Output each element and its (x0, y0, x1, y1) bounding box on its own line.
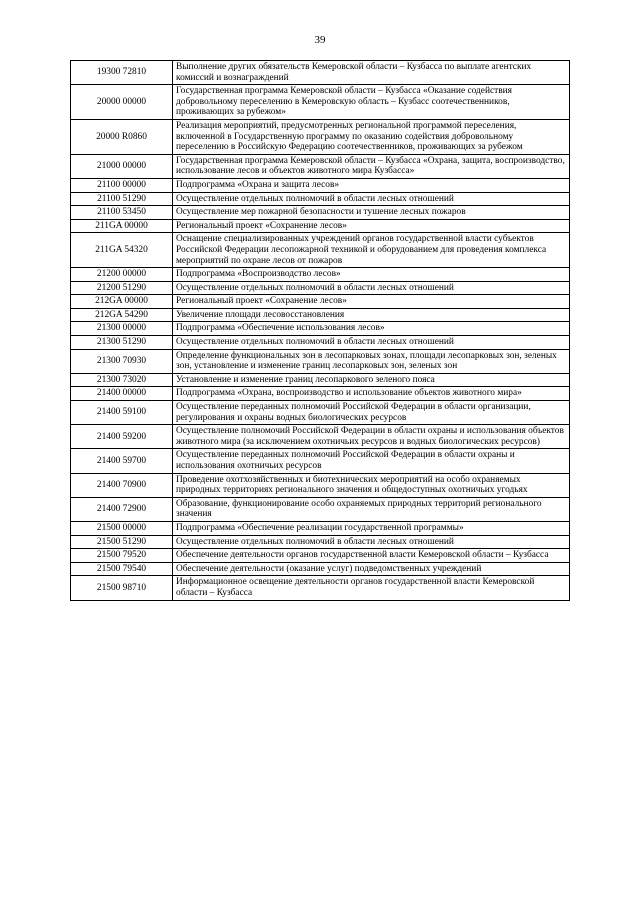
row-name: Подпрограмма «Воспроизводство лесов» (173, 268, 570, 282)
table-row (71, 387, 570, 401)
row-name: Региональный проект «Сохранение лесов» (173, 295, 570, 309)
table-row (71, 119, 570, 154)
page-number: 39 (314, 34, 326, 46)
row-name: Образование, функционирование особо охраняемых природных территорий регионального значения (173, 497, 570, 521)
table-row (71, 562, 570, 576)
row-code: 21200 51290 (71, 281, 173, 295)
row-code: 211GA 00000 (71, 219, 173, 233)
row-name: Осуществление отдельных полномочий в области лесных отношений (173, 281, 570, 295)
table-row (71, 576, 570, 600)
row-name: Обеспечение деятельности органов государственной власти Кемеровской области – Кузбасса (173, 549, 570, 563)
row-code: 19300 72810 (71, 61, 173, 85)
table-row (71, 473, 570, 497)
row-name: Подпрограмма «Охрана, воспроизводство и использование объектов животного мира» (173, 387, 570, 401)
row-name: Региональный проект «Сохранение лесов» (173, 219, 570, 233)
row-name: Подпрограмма «Обеспечение использования лесов» (173, 322, 570, 336)
table-row (71, 425, 570, 449)
row-code: 212GA 54290 (71, 308, 173, 322)
table-row (71, 549, 570, 563)
row-code: 21300 51290 (71, 336, 173, 350)
table-row (71, 192, 570, 206)
table-row (71, 349, 570, 373)
row-code: 21500 79540 (71, 562, 173, 576)
table-row (71, 322, 570, 336)
row-name: Подпрограмма «Охрана и защита лесов» (173, 178, 570, 192)
row-name: Выполнение других обязательств Кемеровской области – Кузбасса по выплате агентских комиссий и вознаграждений (173, 61, 570, 85)
row-code: 21500 79520 (71, 549, 173, 563)
row-name: Установление и изменение границ лесопаркового зеленого пояса (173, 373, 570, 387)
row-name: Осуществление мер пожарной безопасности и тушение лесных пожаров (173, 206, 570, 220)
row-name: Осуществление отдельных полномочий в области лесных отношений (173, 192, 570, 206)
row-code: 21300 00000 (71, 322, 173, 336)
row-code: 21300 70930 (71, 349, 173, 373)
table-row (71, 336, 570, 350)
row-name: Определение функциональных зон в лесопарковых зонах, площади лесопарковых зон, зеленых зон, установление и изменение границ лесопарковых зон, зеленых зон (173, 349, 570, 373)
row-code: 21300 73020 (71, 373, 173, 387)
row-code: 20000 R0860 (71, 119, 173, 154)
table-row (71, 535, 570, 549)
row-name: Государственная программа Кемеровской области – Кузбасса «Оказание содействия добровольному переселению в Кемеровскую область – Кузбасс соотечественников, проживающих за рубежом» (173, 85, 570, 120)
table-row (71, 61, 570, 85)
row-code: 21100 53450 (71, 206, 173, 220)
table-row (71, 178, 570, 192)
row-code: 21400 70900 (71, 473, 173, 497)
table-row (71, 373, 570, 387)
table-row (71, 281, 570, 295)
table-row (71, 233, 570, 268)
row-name: Осуществление отдельных полномочий в области лесных отношений (173, 535, 570, 549)
row-name: Осуществление переданных полномочий Российской Федерации в области охраны и использования охотничьих ресурсов (173, 449, 570, 473)
table-row (71, 268, 570, 282)
row-code: 20000 00000 (71, 85, 173, 120)
table-row (71, 206, 570, 220)
table-row (71, 308, 570, 322)
row-code: 21100 00000 (71, 178, 173, 192)
row-code: 21400 72900 (71, 497, 173, 521)
row-name: Оснащение специализированных учреждений органов государственной власти субъектов Российской Федерации лесопожарной техникой и оборудованием для проведения комплекса мероприятий по охране лесов от пожаров (173, 233, 570, 268)
row-name: Обеспечение деятельности (оказание услуг) подведомственных учреждений (173, 562, 570, 576)
row-name: Реализация мероприятий, предусмотренных региональной программой переселения, включенной в Государственную программу по оказанию содействия добровольному переселению в Российскую Федерацию соотечественников, проживающих за рубежом (173, 119, 570, 154)
row-code: 21400 59100 (71, 401, 173, 425)
budget-classification-table (70, 60, 570, 601)
row-name: Увеличение площади лесовосстановления (173, 308, 570, 322)
table-row (71, 521, 570, 535)
table-body (71, 61, 570, 601)
row-code: 21500 51290 (71, 535, 173, 549)
row-name: Подпрограмма «Обеспечение реализации государственной программы» (173, 521, 570, 535)
row-code: 21500 98710 (71, 576, 173, 600)
table-row (71, 85, 570, 120)
row-code: 21500 00000 (71, 521, 173, 535)
table-row (71, 449, 570, 473)
table-row (71, 295, 570, 309)
table-row (71, 401, 570, 425)
table-row (71, 219, 570, 233)
row-name: Осуществление полномочий Российской Федерации в области охраны и использования объектов животного мира (за исключением охотничьих ресурсов и водных биологических ресурсов) (173, 425, 570, 449)
row-code: 21400 59200 (71, 425, 173, 449)
row-name: Проведение охотхозяйственных и биотехнических мероприятий на особо охраняемых природных территориях регионального значения и общедоступных охотничьих угодьях (173, 473, 570, 497)
row-code: 21200 00000 (71, 268, 173, 282)
row-name: Осуществление отдельных полномочий в области лесных отношений (173, 336, 570, 350)
row-name: Информационное освещение деятельности органов государственной власти Кемеровской области – Кузбасса (173, 576, 570, 600)
row-code: 212GA 00000 (71, 295, 173, 309)
row-name: Государственная программа Кемеровской области – Кузбасса «Охрана, защита, воспроизводство, использование лесов и объектов животного мира Кузбасса» (173, 154, 570, 178)
row-code: 21000 00000 (71, 154, 173, 178)
row-code: 211GA 54320 (71, 233, 173, 268)
row-code: 21100 51290 (71, 192, 173, 206)
row-code: 21400 00000 (71, 387, 173, 401)
row-code: 21400 59700 (71, 449, 173, 473)
row-name: Осуществление переданных полномочий Российской Федерации в области организации, регулирования и охраны водных биологических ресурсов (173, 401, 570, 425)
table-row (71, 154, 570, 178)
table-row (71, 497, 570, 521)
